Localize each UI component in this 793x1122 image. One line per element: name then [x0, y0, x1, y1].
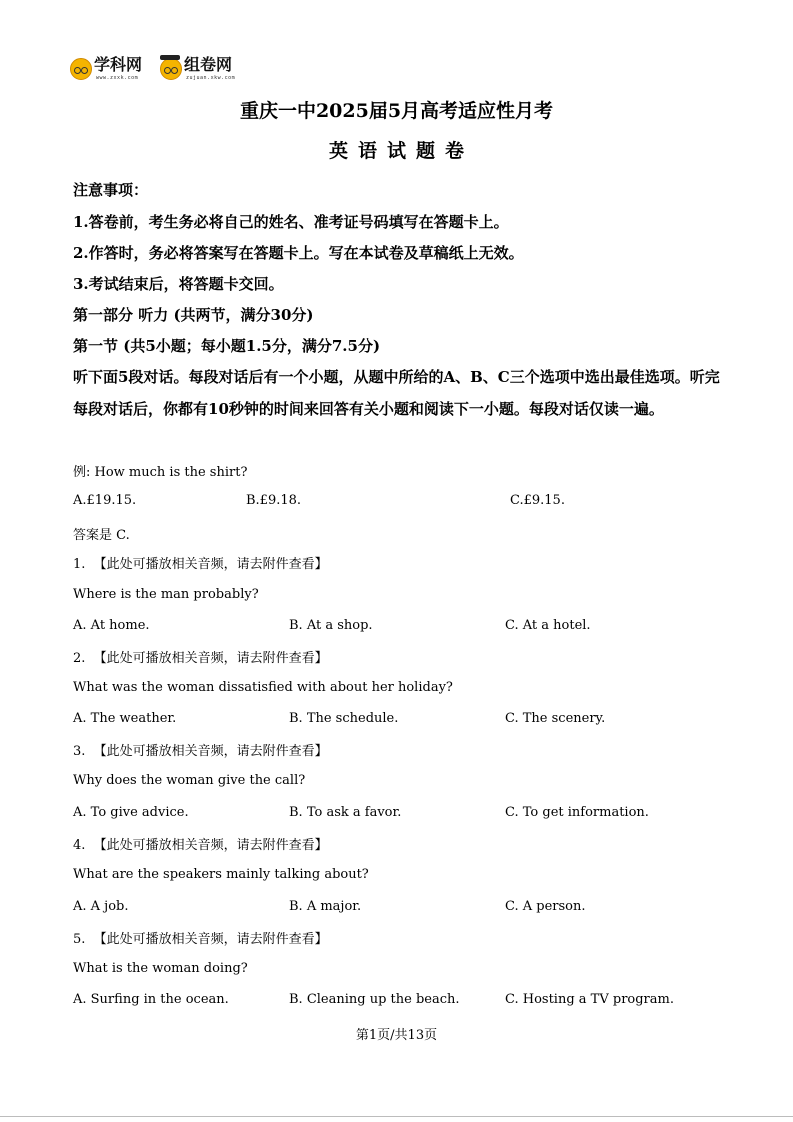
audio-link[interactable]: 【此处可播放相关音频，请去附件查看】 — [93, 838, 328, 853]
part-heading: 第一部分 听力 (共两节，满分30分) — [73, 306, 314, 324]
logo-url: www.zxxk.com — [96, 75, 139, 81]
owl-icon — [70, 58, 92, 80]
question-audio: 1. 【此处可播放相关音频，请去附件查看】 — [73, 557, 328, 572]
question-audio: 4. 【此处可播放相关音频，请去附件查看】 — [73, 838, 328, 853]
bottom-divider — [0, 1116, 793, 1117]
exam-subtitle: 英语试题卷 — [328, 140, 474, 162]
notes-heading: 注意事项： — [73, 181, 149, 199]
option-b: B. A major. — [289, 899, 362, 914]
example-answer: 答案是 C. — [73, 528, 130, 543]
option-b: B. The schedule. — [289, 711, 399, 726]
question-audio: 3. 【此处可播放相关音频，请去附件查看】 — [73, 744, 328, 759]
option-c: C. Hosting a TV program. — [505, 992, 674, 1007]
option-a: A. The weather. — [73, 711, 177, 726]
section-heading: 第一节 (共5小题；每小题1.5分，满分7.5分) — [73, 337, 381, 355]
example-question: 例: How much is the shirt? — [73, 465, 248, 480]
audio-link[interactable]: 【此处可播放相关音频，请去附件查看】 — [93, 932, 328, 947]
question-audio: 5. 【此处可播放相关音频，请去附件查看】 — [73, 932, 328, 947]
option-c: C. To get information. — [505, 805, 649, 820]
option-a: A. A job. — [73, 899, 129, 914]
audio-link[interactable]: 【此处可播放相关音频，请去附件查看】 — [93, 744, 328, 759]
exam-title: 重庆一中2025届5月高考适应性月考 — [239, 100, 554, 122]
note-item: 1.答卷前，考生务必将自己的姓名、准考证号码填写在答题卡上。 — [73, 213, 509, 231]
owl-graduate-icon — [160, 58, 182, 80]
option-a: A. At home. — [73, 618, 150, 633]
option-a: A. To give advice. — [73, 805, 189, 820]
question-text: What is the woman doing? — [73, 961, 248, 976]
graduation-cap-icon — [160, 55, 180, 60]
option-b: B. At a shop. — [289, 618, 373, 633]
option-c: C. At a hotel. — [505, 618, 591, 633]
note-item: 2.作答时，务必将答案写在答题卡上。写在本试卷及草稿纸上无效。 — [73, 244, 524, 262]
example-option-c: C.£9.15. — [510, 493, 565, 508]
question-audio: 2. 【此处可播放相关音频，请去附件查看】 — [73, 651, 328, 666]
page-footer: 第1页/共13页 — [355, 1028, 438, 1043]
question-text: What was the woman dissatisfied with about her holiday? — [73, 680, 453, 695]
logo-url: zujuan.xkw.com — [186, 75, 236, 81]
option-c: C. The scenery. — [505, 711, 606, 726]
instructions: 听下面5段对话。每段对话后有一个小题，从题中所给的A、B、C三个选项中选出最佳选项。听完每段对话后，你都有10秒钟的时间来回答有关小题和阅读下一小题。每段对话仅读一遍。 — [73, 368, 720, 418]
note-item: 3.考试结束后，将答题卡交回。 — [73, 275, 284, 293]
audio-link[interactable]: 【此处可播放相关音频，请去附件查看】 — [93, 651, 328, 666]
option-c: C. A person. — [505, 899, 586, 914]
question-text: Where is the man probably? — [73, 587, 259, 602]
option-b: B. Cleaning up the beach. — [289, 992, 460, 1007]
logo-name: 学科网 — [94, 55, 143, 74]
question-text: What are the speakers mainly talking about? — [73, 867, 369, 882]
example-option-b: B.£9.18. — [246, 493, 302, 508]
logo-name: 组卷网 — [184, 55, 233, 74]
option-b: B. To ask a favor. — [289, 805, 402, 820]
question-text: Why does the woman give the call? — [73, 773, 306, 788]
example-option-a: A.£19.15. — [73, 493, 137, 508]
option-a: A. Surfing in the ocean. — [73, 992, 229, 1007]
audio-link[interactable]: 【此处可播放相关音频，请去附件查看】 — [93, 557, 328, 572]
